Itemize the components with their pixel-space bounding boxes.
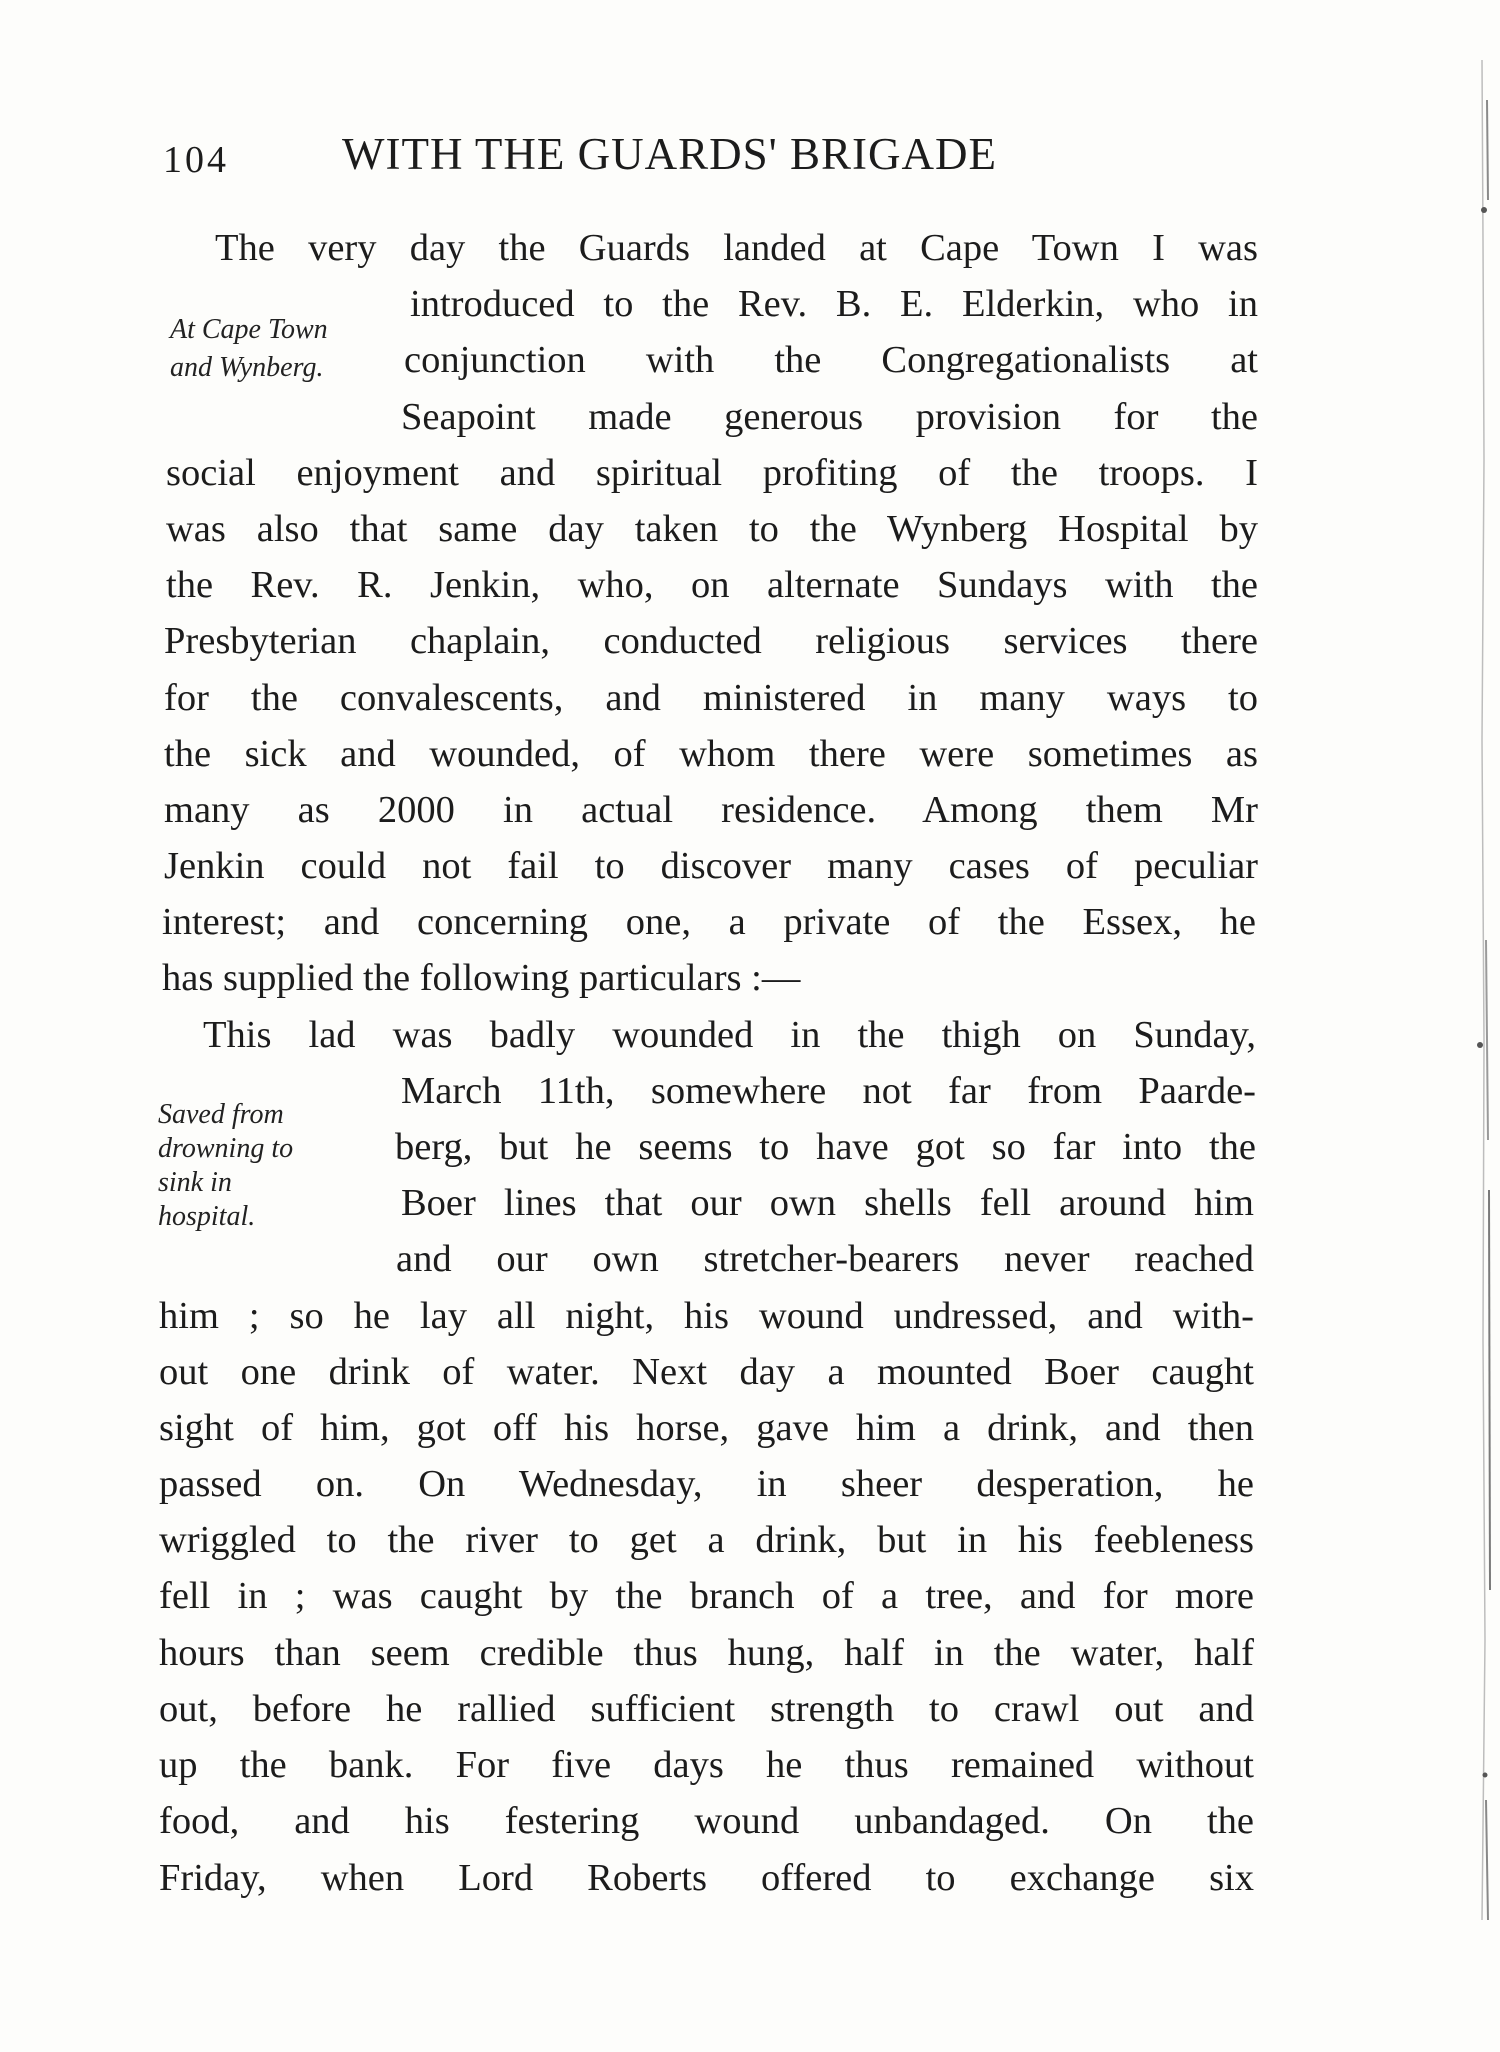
text-line: food, and his festering wound unbandaged. On the <box>159 1800 1254 1842</box>
text-line: Jenkin could not fail to discover many cases of peculiar <box>164 845 1258 887</box>
text-line: Friday, when Lord Roberts offered to exchange six <box>159 1857 1254 1899</box>
running-header <box>163 128 1263 188</box>
text-line: sight of him, got off his horse, gave him a drink, and then <box>159 1407 1254 1449</box>
margin-note <box>170 313 328 385</box>
binding-edge <box>1460 40 1500 1940</box>
margin-note-line: drowning to <box>158 1133 294 1164</box>
text-line: The very day the Guards landed at Cape Town I was <box>215 227 1258 269</box>
text-line: fell in ; was caught by the branch of a tree, and for more <box>159 1575 1254 1617</box>
text-line: out one drink of water. Next day a mounted Boer caught <box>159 1351 1254 1393</box>
text-line: interest; and concerning one, a private of the Essex, he <box>162 901 1256 943</box>
text-line: berg, but he seems to have got so far into the <box>395 1126 1256 1168</box>
text-line: Seapoint made generous provision for the <box>401 396 1258 438</box>
margin-note-line: Saved from <box>158 1099 284 1130</box>
text-line: was also that same day taken to the Wynberg Hospital by <box>166 508 1258 550</box>
text-line: hours than seem credible thus hung, half in the water, half <box>159 1632 1254 1674</box>
text-line: many as 2000 in actual residence. Among them Mr <box>164 789 1258 831</box>
page-number: 104 <box>163 139 229 181</box>
text-line: passed on. On Wednesday, in sheer desperation, he <box>159 1463 1254 1505</box>
text-line: social enjoyment and spiritual profiting of the troops. I <box>166 452 1258 494</box>
margin-note-line: and Wynberg. <box>170 352 324 383</box>
text-line: introduced to the Rev. B. E. Elderkin, who in <box>410 283 1258 325</box>
margin-note <box>158 1098 293 1234</box>
text-line: This lad was badly wounded in the thigh on Sunday, <box>203 1014 1256 1056</box>
text-line: him ; so he lay all night, his wound undressed, and with- <box>159 1295 1254 1337</box>
running-title: WITH THE GUARDS' BRIGADE <box>342 129 997 179</box>
text-line: conjunction with the Congregationalists at <box>404 339 1258 381</box>
text-line: Boer lines that our own shells fell around him <box>401 1182 1254 1224</box>
text-line: wriggled to the river to get a drink, but in his feebleness <box>159 1519 1254 1561</box>
text-line: for the convalescents, and ministered in many ways to <box>164 677 1258 719</box>
text-line: Presbyterian chaplain, conducted religious services there <box>164 620 1258 662</box>
text-line: out, before he rallied sufficient strength to crawl out and <box>159 1688 1254 1730</box>
margin-note-line: At Cape Town <box>170 314 328 345</box>
margin-note-line: sink in <box>158 1167 232 1198</box>
text-line: and our own stretcher-bearers never reached <box>396 1238 1254 1280</box>
text-line: has supplied the following particulars :— <box>162 957 801 999</box>
text-line: March 11th, somewhere not far from Paarde- <box>401 1070 1256 1112</box>
margin-note-line: hospital. <box>158 1201 256 1232</box>
text-line: the sick and wounded, of whom there were sometimes as <box>164 733 1258 775</box>
text-line: the Rev. R. Jenkin, who, on alternate Sundays with the <box>166 564 1258 606</box>
text-line: up the bank. For five days he thus remained without <box>159 1744 1254 1786</box>
